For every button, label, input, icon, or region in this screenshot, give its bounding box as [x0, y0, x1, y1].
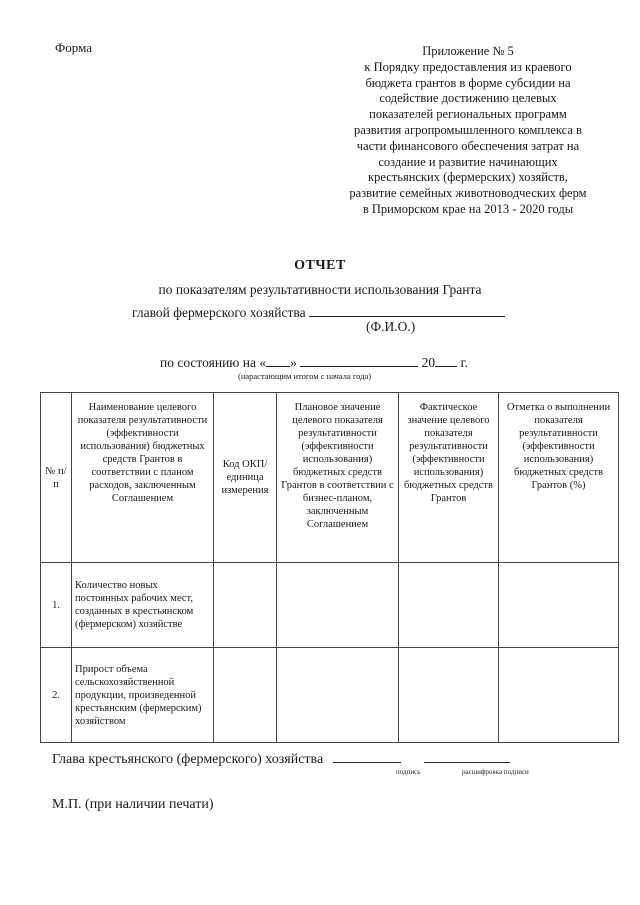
indicators-table	[40, 392, 619, 743]
fio-caption: (Ф.И.О.)	[366, 319, 416, 334]
table-header-row	[41, 393, 619, 563]
row-mark-cell[interactable]	[499, 648, 619, 743]
signature-decode-caption: расшифровка подписи	[462, 768, 529, 776]
appendix-line: к Порядку предоставления из краевого	[364, 59, 572, 74]
fio-field[interactable]	[309, 303, 505, 317]
appendix-line: содействие достижению целевых	[379, 91, 557, 106]
appendix-line: части финансового обеспечения затрат на	[356, 138, 580, 153]
header-actual-value: Фактическое значение целевого показателя результативности (эффективности использования) бюджетных средств Грантов	[399, 393, 499, 563]
row-code-cell[interactable]	[214, 563, 277, 648]
row-indicator-name: Прирост объема сельскохозяйственной продукции, произведенной крестьянским (фермерским) хозяйством	[72, 648, 214, 743]
signature-field[interactable]	[333, 750, 401, 763]
appendix-block	[318, 44, 618, 218]
form-label: Форма	[55, 40, 92, 55]
appendix-line: крестьянских (фермерских) хозяйств,	[368, 170, 568, 185]
row-num: 1.	[41, 563, 72, 648]
row-actual-cell[interactable]	[399, 563, 499, 648]
header-planned-value: Плановое значение целевого показателя результативности (эффективности использования) бюджетных средств Грантов в соответствии с бизнес-планом, заключенным Соглашением	[277, 393, 399, 563]
row-indicator-name: Количество новых постоянных рабочих мест, созданных в крестьянском (фермерском) хозяйстве	[72, 563, 214, 648]
appendix-line: бюджета грантов в форме субсидии на	[365, 75, 571, 90]
appendix-line: создание и развитие начинающих	[378, 154, 558, 169]
month-field[interactable]	[300, 354, 418, 367]
signature-line	[52, 750, 510, 768]
header-indicator-name: Наименование целевого показателя результативности (эффективности использования) бюджетных средств Грантов в соответствии с планом расходов, заключенным Соглашением	[72, 393, 214, 563]
signature-caption: подпись	[396, 768, 421, 776]
row-mark-cell[interactable]	[499, 563, 619, 648]
table-row	[41, 563, 619, 648]
row-code-cell[interactable]	[214, 648, 277, 743]
seal-note: М.П. (при наличии печати)	[52, 797, 214, 812]
appendix-line: развитие семейных животноводческих ферм	[349, 186, 587, 201]
row-actual-cell[interactable]	[399, 648, 499, 743]
appendix-line: развития агропромышленного комплекса в	[354, 122, 582, 137]
date-prefix: по состоянию на «	[160, 355, 267, 370]
year-prefix: 20	[421, 355, 436, 370]
date-suffix: г.	[460, 355, 468, 370]
date-mid: »	[290, 355, 297, 370]
signature-label: Глава крестьянского (фермерского) хозяйства	[52, 752, 324, 767]
appendix-line: в Приморском крае на 2013 - 2020 годы	[362, 201, 574, 216]
date-line	[160, 354, 468, 371]
report-subtitle: по показателям результативности использования Гранта	[158, 282, 482, 297]
row-planned-cell[interactable]	[277, 563, 399, 648]
row-num: 2.	[41, 648, 72, 743]
year-field[interactable]	[435, 354, 457, 367]
farm-head-label: главой фермерского хозяйства	[132, 305, 306, 320]
day-field[interactable]	[266, 354, 290, 367]
appendix-line: показателей региональных программ	[369, 107, 567, 122]
table-row	[41, 648, 619, 743]
signature-decode-field[interactable]	[424, 750, 510, 763]
report-title: ОТЧЕТ	[294, 258, 346, 273]
cumulative-note: (нарастающим итогом с начала года)	[238, 371, 372, 381]
row-planned-cell[interactable]	[277, 648, 399, 743]
appendix-line: Приложение № 5	[422, 44, 514, 58]
header-num: № п/п	[41, 393, 72, 563]
header-completion-mark: Отметка о выполнении показателя результативности (эффективности использования) бюджетных средств Грантов (%)	[499, 393, 619, 563]
header-code: Код ОКП/ единица измерения	[214, 393, 277, 563]
farm-head-line	[132, 303, 505, 321]
